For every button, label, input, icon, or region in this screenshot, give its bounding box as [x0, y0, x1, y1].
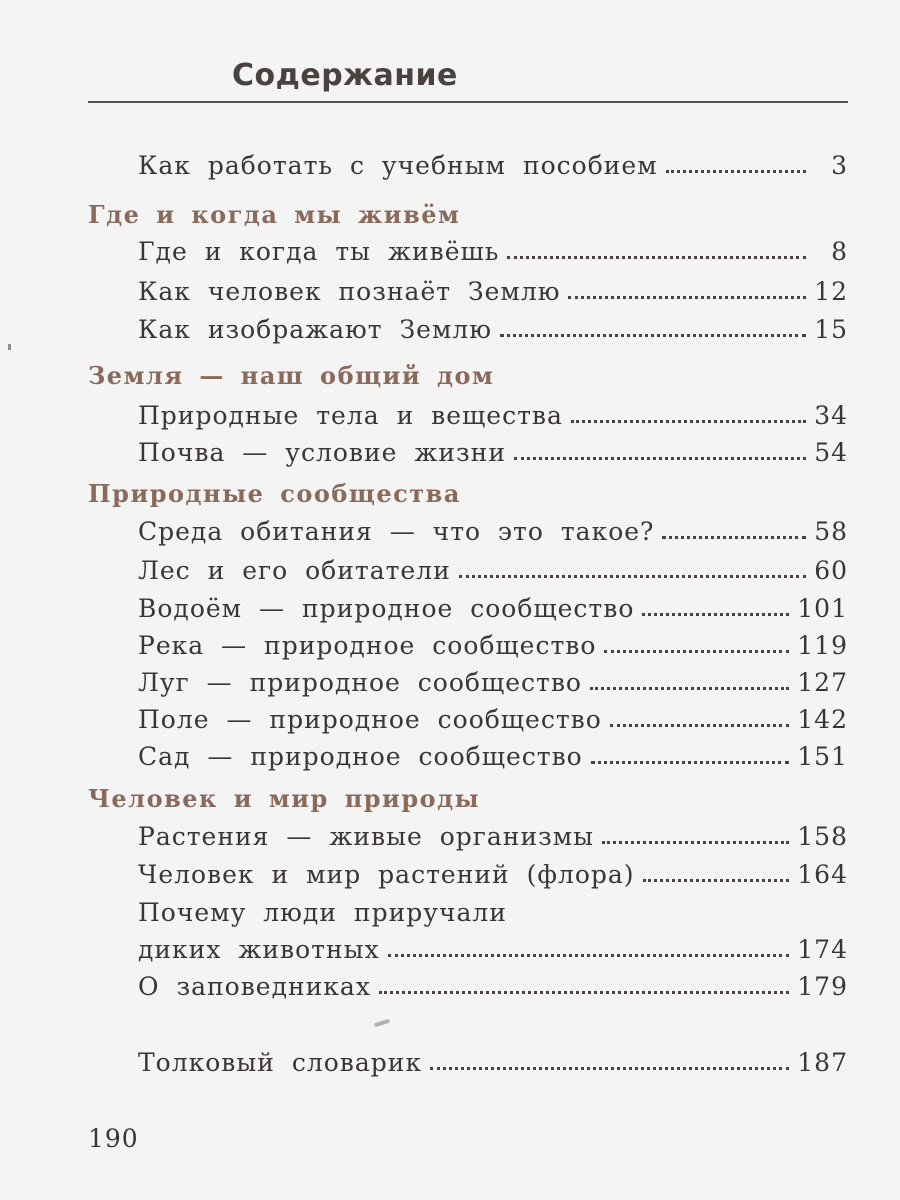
toc-entry-page: 187	[797, 1048, 848, 1077]
leader-dots	[514, 457, 806, 460]
toc-entry-label: Как человек познаёт Землю	[138, 277, 561, 306]
leader-dots	[430, 1067, 789, 1070]
section-heading: Земля — наш общий дом	[88, 361, 495, 390]
toc-entry[interactable]	[138, 965, 848, 1001]
section-heading: Природные сообщества	[88, 479, 461, 508]
ink-smudge	[374, 1019, 390, 1028]
toc-entry-page: 54	[814, 438, 848, 467]
toc-entry-page: 58	[814, 517, 848, 546]
toc-entry[interactable]	[138, 308, 848, 344]
toc-entry-label: Природные тела и вещества	[138, 401, 563, 430]
leader-dots	[662, 536, 806, 539]
leader-dots	[590, 687, 789, 690]
toc-entry-page: 174	[797, 935, 848, 964]
toc-entry[interactable]	[138, 270, 848, 306]
toc-entry-page: 179	[797, 972, 848, 1001]
toc-entry[interactable]	[138, 394, 848, 430]
toc-entry[interactable]	[138, 815, 848, 851]
toc-entry-label: Человек и мир растений (флора)	[138, 860, 635, 889]
toc-entry-first-line[interactable]	[138, 891, 848, 927]
toc-entry-label: Река — природное сообщество	[138, 631, 597, 660]
toc-entry-page: 15	[814, 315, 848, 344]
leader-dots	[643, 879, 790, 882]
toc-entry-label: Среда обитания — что это такое?	[138, 517, 655, 546]
toc-entry[interactable]	[138, 928, 848, 964]
toc-entry[interactable]	[138, 510, 848, 546]
leader-dots	[500, 334, 806, 337]
toc-entry[interactable]	[138, 624, 848, 660]
toc-entry-page: 8	[831, 237, 848, 266]
toc-entry-label: Поле — природное сообщество	[138, 705, 602, 734]
leader-dots	[610, 724, 789, 727]
toc-entry-page: 12	[814, 277, 848, 306]
leader-dots	[602, 841, 789, 844]
toc-entry-label: Растения — живые организмы	[138, 822, 595, 851]
toc-entry-page: 158	[797, 822, 848, 851]
title-rule	[88, 101, 848, 103]
toc-entry-page: 101	[797, 594, 848, 623]
toc-entry-page: 3	[831, 151, 848, 180]
toc-entry-label: Почва — условие жизни	[138, 438, 506, 467]
leader-dots	[604, 650, 789, 653]
leader-dots	[571, 420, 806, 423]
toc-entry-page: 164	[797, 860, 848, 889]
page-title: Содержание	[232, 58, 458, 93]
toc-entry[interactable]	[138, 587, 848, 623]
toc-entry-page: 151	[797, 742, 848, 771]
leader-dots	[388, 954, 790, 957]
toc-entry-page: 34	[814, 401, 848, 430]
toc-entry-label: Толковый словарик	[138, 1048, 423, 1077]
toc-entry-page: 127	[797, 668, 848, 697]
toc-entry-label: Как работать с учебным пособием	[138, 151, 658, 180]
toc-entry-label: Луг — природное сообщество	[138, 668, 582, 697]
toc-entry[interactable]	[138, 1041, 848, 1077]
toc-entry-page: 142	[797, 705, 848, 734]
toc-entry[interactable]	[138, 230, 848, 266]
section-heading: Где и когда мы живём	[88, 200, 461, 229]
leader-dots	[568, 296, 806, 299]
section-heading: Человек и мир природы	[88, 784, 481, 813]
leader-dots	[591, 761, 790, 764]
toc-entry-page: 119	[797, 631, 848, 660]
toc-entry-label-continued: диких животных	[138, 935, 380, 964]
toc-entry[interactable]	[138, 549, 848, 585]
toc-entry-label: Где и когда ты живёшь	[138, 237, 500, 266]
leader-dots	[666, 170, 806, 173]
toc-entry-label: О заповедниках	[138, 972, 371, 1001]
toc-entry-page: 60	[814, 556, 848, 585]
toc-entry-label: Водоём — природное сообщество	[138, 594, 635, 623]
leader-dots	[507, 256, 806, 259]
toc-entry[interactable]	[138, 431, 848, 467]
toc-entry-label: Как изображают Землю	[138, 315, 493, 344]
toc-entry[interactable]	[138, 853, 848, 889]
toc-entry[interactable]	[138, 735, 848, 771]
page-number: 190	[88, 1124, 139, 1153]
toc-entry[interactable]	[138, 698, 848, 734]
toc-entry-label: Сад — природное сообщество	[138, 742, 583, 771]
leader-dots	[379, 991, 789, 994]
leader-dots	[642, 613, 789, 616]
toc-entry[interactable]	[138, 144, 848, 180]
toc-entry-label: Почему люди приручали	[138, 898, 507, 927]
print-mark	[8, 344, 11, 350]
leader-dots	[459, 575, 806, 578]
toc-entry-label: Лес и его обитатели	[138, 556, 451, 585]
toc-entry[interactable]	[138, 661, 848, 697]
